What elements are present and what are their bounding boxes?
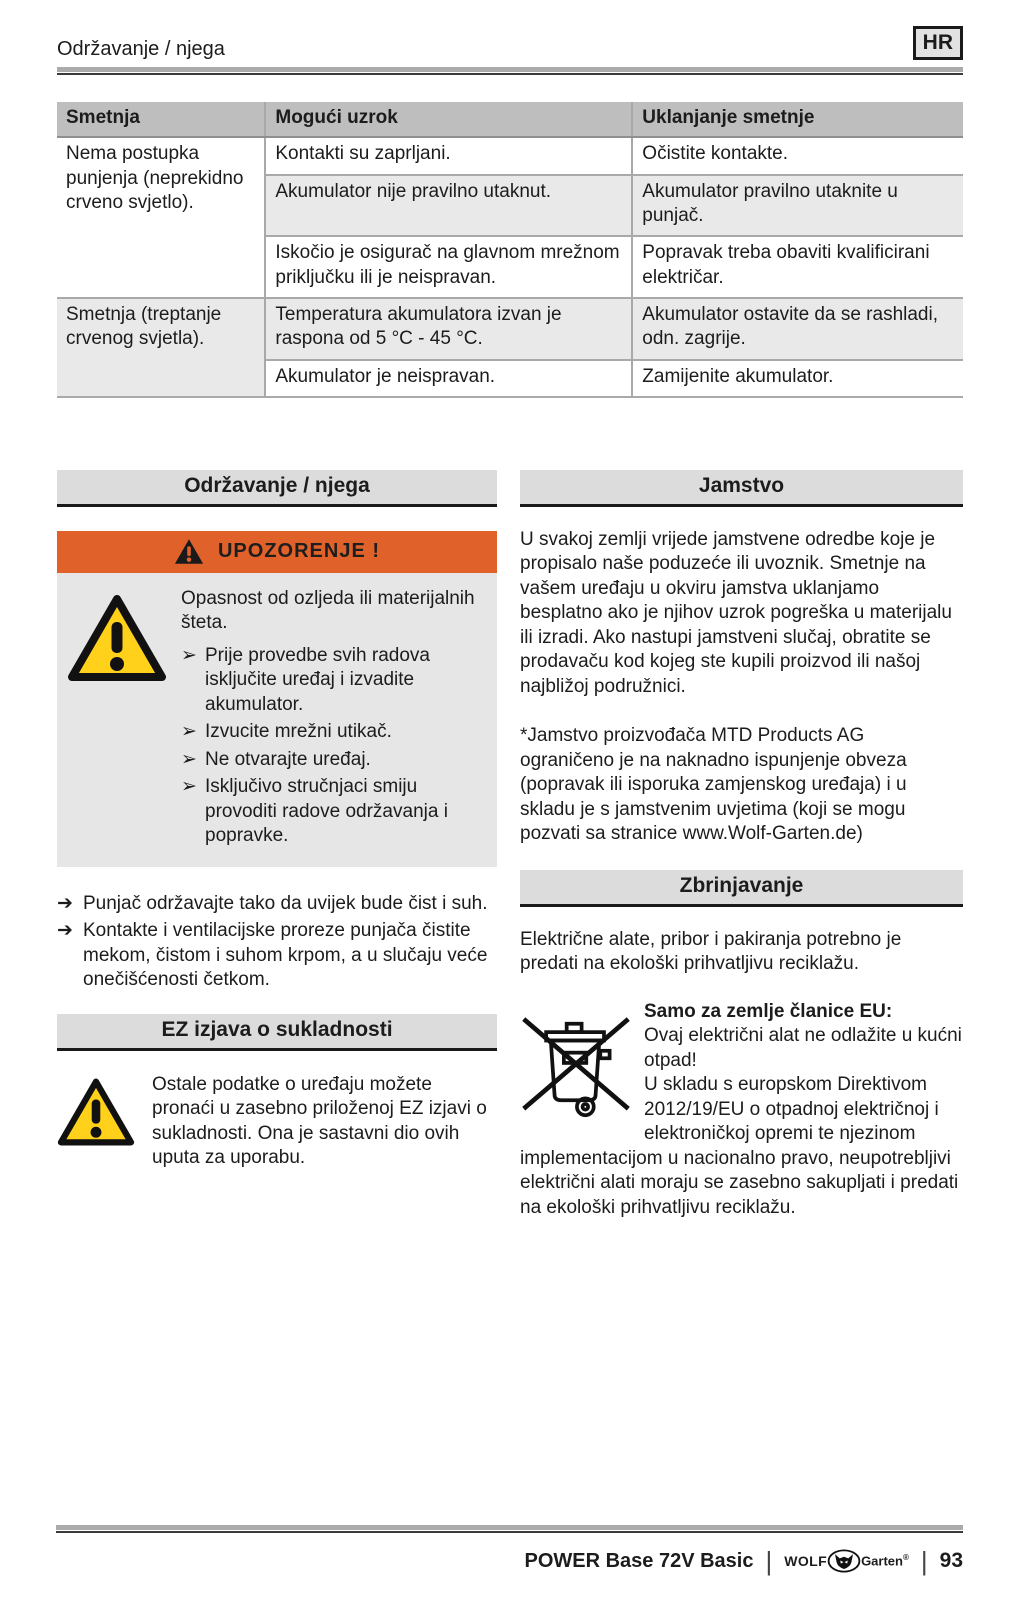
arrow-bullet-icon: ➔	[57, 920, 73, 942]
cause-cell: Kontakti su zaprljani.	[265, 137, 632, 174]
cause-cell: Temperatura akumulatora izvan je raspona od 5 °C - 45 °C.	[265, 298, 632, 360]
hazard-triangle-icon	[57, 1077, 135, 1147]
warranty-paragraph-1: U svakoj zemlji vrijede jamstvene odredbe koje je propisalo naše poduzeće ili uvoznik. Smetnje na vašem uređaju u okviru jamstva uklanjamo besplatno ako je njihov uzrok pogreška u materijalu ili izradi. Ako nastupi jamstveni slučaj, obratite se prodavaču kod kojeg ste kupili proizvod ili našoj najbližoj podružnici.	[520, 528, 952, 697]
instruction-item	[57, 892, 497, 917]
warning-header	[57, 531, 497, 573]
warning-bullet-text: Prije provedbe svih radova isključite uređaj i izvadite akumulator.	[205, 644, 430, 715]
ec-declaration-block	[57, 1073, 497, 1171]
section-title-warranty: Jamstvo	[520, 470, 963, 507]
page-footer	[56, 1518, 963, 1574]
cause-cell: Akumulator nije pravilno utaknut.	[265, 175, 632, 237]
warning-bullet	[181, 720, 489, 745]
warning-triangle-icon	[174, 538, 204, 565]
cause-cell: Akumulator je neispravan.	[265, 360, 632, 397]
remedy-cell: Akumulator ostavite da se rashladi, odn. zagrije.	[632, 298, 963, 360]
maintenance-instructions	[57, 892, 497, 993]
warning-bullet	[181, 775, 489, 849]
footer-separator: |	[765, 1546, 773, 1576]
warning-bullet	[181, 644, 489, 718]
right-column	[520, 470, 963, 1221]
warning-bullet	[181, 748, 489, 773]
section-title-ec-declaration: EZ izjava o sukladnosti	[57, 1014, 497, 1051]
footer-separator: |	[920, 1546, 928, 1576]
arrowhead-bullet-icon: ➢	[181, 748, 197, 770]
column-header-symptom: Smetnja	[57, 102, 265, 137]
eu-disposal-block	[520, 1000, 963, 1221]
warning-bullet-text: Izvucite mrežni utikač.	[205, 721, 392, 743]
troubleshooting-table	[57, 102, 963, 398]
warning-bullet-text: Ne otvarajte uređaj.	[205, 748, 371, 770]
page-number: 93	[939, 1549, 963, 1572]
table-row	[57, 137, 963, 174]
section-title-maintenance: Održavanje / njega	[57, 470, 497, 507]
footer-rule-thick	[56, 1525, 963, 1530]
eu-line: Ovaj električni alat ne odlažite u kućni otpad!	[644, 1025, 962, 1071]
brand-logo	[784, 1549, 909, 1573]
footer-row	[56, 1548, 963, 1574]
eu-body-text: U skladu s europskom Direktivom 2012/19/EU o otpadnoj električnoj i elektroničkoj opremi te njezinom implementacijom u nacionalno pravo, neupotrebljivi električni alati moraju se zasebno sakupljati i predati na ekološki prihvatljivu reciklažu.	[520, 1074, 959, 1218]
header-rule	[57, 67, 963, 75]
remedy-cell: Akumulator pravilno utaknite u punjač.	[632, 175, 963, 237]
page-title: Održavanje / njega	[57, 38, 225, 60]
crossed-out-wheelie-bin-icon	[520, 1002, 632, 1122]
product-name: POWER Base 72V Basic	[524, 1549, 754, 1572]
column-header-cause: Mogući uzrok	[265, 102, 632, 137]
page-header	[57, 26, 963, 60]
remedy-cell: Očistite kontakte.	[632, 137, 963, 174]
warning-box	[57, 531, 497, 867]
arrowhead-bullet-icon: ➢	[181, 644, 197, 666]
ec-icon-column	[57, 1073, 137, 1152]
arrowhead-bullet-icon: ➢	[181, 721, 197, 743]
remedy-cell: Zamijenite akumulator.	[632, 360, 963, 397]
footer-rule	[56, 1525, 963, 1533]
left-column	[57, 470, 497, 1221]
instruction-text: Punjač održavajte tako da uvijek bude čist i suh.	[83, 892, 488, 914]
warning-body	[57, 573, 497, 867]
table-header-row	[57, 102, 963, 137]
hazard-triangle-icon	[67, 593, 167, 683]
section-title-disposal: Zbrinjavanje	[520, 870, 963, 907]
instruction-item	[57, 919, 497, 993]
brand-garten-text: Garten®	[861, 1553, 909, 1569]
column-header-remedy: Uklanjanje smetnje	[632, 102, 963, 137]
header-rule-thin	[57, 73, 963, 75]
warning-intro: Opasnost od ozljeda ili materijalnih šteta.	[181, 587, 475, 634]
symptom-cell: Smetnja (treptanje crvenog svjetla).	[57, 298, 265, 397]
remedy-cell: Popravak treba obaviti kvalificirani električar.	[632, 236, 963, 298]
warning-title: UPOZORENJE !	[217, 539, 381, 562]
table-row	[57, 298, 963, 360]
wolf-fox-head-icon	[827, 1549, 861, 1573]
warning-bullet-text: Isključivo stručnjaci smiju provoditi radove održavanja i popravke.	[205, 776, 448, 847]
registered-mark: ®	[902, 1553, 909, 1563]
disposal-intro: Električne alate, pribor i pakiranja potrebno je predati na ekološki prihvatljivu reciklažu.	[520, 928, 902, 975]
footer-rule-thin	[56, 1531, 963, 1533]
header-rule-thick	[57, 67, 963, 72]
warning-text	[181, 587, 489, 849]
warranty-paragraph-2: *Jamstvo proizvođača MTD Products AG ograničeno je na naknadno ispunjenje obveza (popravak ili isporuka zamjenskog uređaja) i u skladu je s jamstvenim uvjetima (koji se mogu pozvati sa stranice www.Wolf-Garten.de)	[520, 725, 907, 845]
eu-only-heading: Samo za zemlje članice EU:	[644, 1000, 893, 1022]
arrowhead-bullet-icon: ➢	[181, 776, 197, 798]
warning-icon-column	[67, 587, 169, 849]
ec-declaration-text: Ostale podatke o uređaju možete pronaći u zasebno priloženoj EZ izjavi o sukladnosti. Ona je sastavni dio ovih uputa za uporabu.	[152, 1073, 487, 1169]
cause-cell: Iskočio je osigurač na glavnom mrežnom priključku ili je neispravan.	[265, 236, 632, 298]
brand-wolf-text: WOLF	[784, 1553, 828, 1569]
instruction-text: Kontakte i ventilacijske proreze punjača čistite mekom, čistom i suhom krpom, a u slučaju veće onečišćenosti četkom.	[83, 920, 488, 991]
content-columns	[57, 470, 963, 1221]
symptom-cell: Nema postupka punjenja (neprekidno crveno svjetlo).	[57, 137, 265, 298]
language-badge: HR	[913, 26, 963, 60]
arrow-bullet-icon: ➔	[57, 892, 73, 914]
